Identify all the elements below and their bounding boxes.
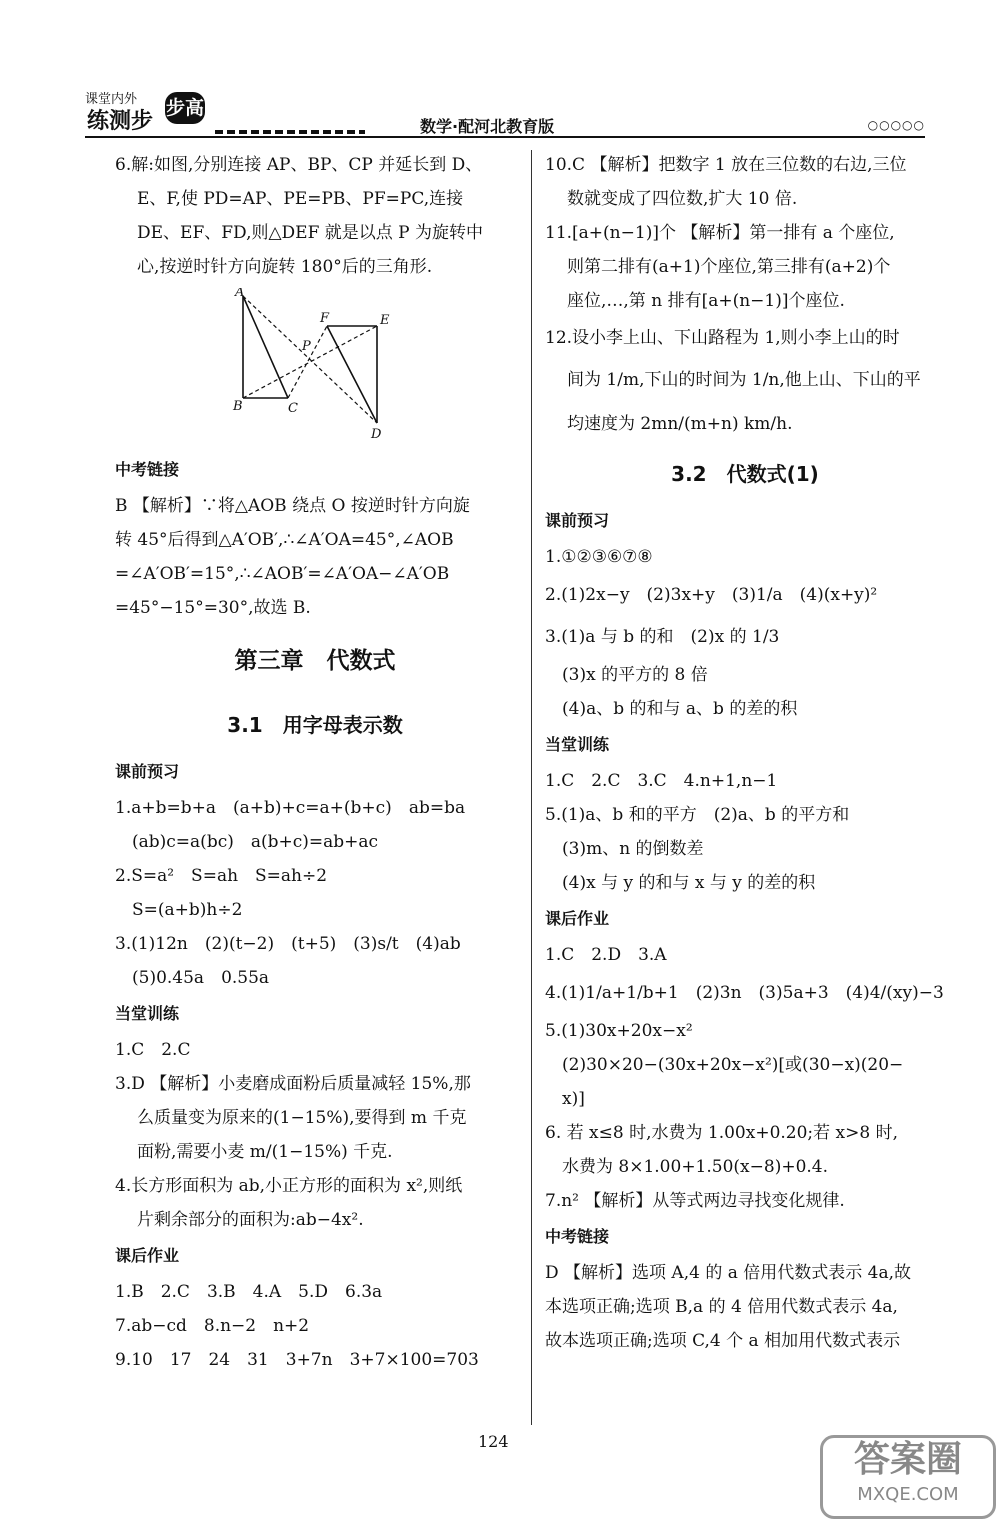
answer-line: 转 45°后得到△A′OB′,∴∠A′OA=45°,∠AOB bbox=[115, 530, 454, 550]
brand-title: 练测步 bbox=[87, 109, 154, 134]
answer-line: 3.D 【解析】小麦磨成面粉后质量减轻 15%,那 bbox=[115, 1074, 471, 1094]
column-divider bbox=[531, 150, 532, 1425]
section-heading: 课前预习 bbox=[545, 511, 610, 530]
chapter-title: 第三章 代数式 bbox=[234, 648, 396, 674]
answer-line: 6. 若 x≤8 时,水费为 1.00x+0.20;若 x>8 时, bbox=[545, 1123, 899, 1143]
answer-line: 1.a+b=b+a (a+b)+c=a+(b+c) ab=ba bbox=[115, 798, 466, 818]
answer-line: (ab)c=a(bc) a(b+c)=ab+ac bbox=[115, 832, 379, 852]
section-heading: 中考链接 bbox=[545, 1227, 610, 1246]
answer-line: DE、EF、FD,则△DEF 就是以点 P 为旋转中 bbox=[137, 223, 484, 243]
answer-line: 2.(1)2x−y (2)3x+y (3)1/a (4)(x+y)² bbox=[545, 585, 878, 605]
section-title: 3.2 代数式(1) bbox=[671, 462, 819, 486]
answer-line: 数就变成了四位数,扩大 10 倍. bbox=[567, 189, 798, 209]
brand-small: 课堂内外 bbox=[85, 92, 138, 107]
answer-line: E、F,使 PD=AP、PE=PB、PF=PC,连接 bbox=[137, 189, 464, 209]
watermark-url: MXQE.COM bbox=[857, 1484, 959, 1505]
answer-line: 水费为 8×1.00+1.50(x−8)+0.4. bbox=[545, 1157, 829, 1177]
answer-line: S=(a+b)h÷2 bbox=[115, 900, 243, 920]
answer-line: (5)0.45a 0.55a bbox=[115, 968, 270, 988]
rotation-figure bbox=[230, 288, 410, 438]
answer-line: =∠A′OB′=15°,∴∠AOB′=∠A′OA−∠A′OB bbox=[115, 564, 450, 584]
answer-line: 5.(1)30x+20x−x² bbox=[545, 1021, 693, 1041]
answer-line: 么质量变为原来的(1−15%),要得到 m 千克 bbox=[137, 1108, 467, 1128]
header-stripe bbox=[215, 130, 365, 134]
answer-line: 11.[a+(n−1)]个 【解析】第一排有 a 个座位, bbox=[545, 223, 895, 243]
book-title: 数学·配河北教育版 bbox=[420, 117, 555, 136]
answer-line: 9.10 17 24 31 3+7n 3+7×100=703 bbox=[115, 1350, 479, 1370]
answer-line: (2)30×20−(30x+20x−x²)[或(30−x)(20− bbox=[545, 1055, 904, 1075]
answer-line: 则第二排有(a+1)个座位,第三排有(a+2)个 bbox=[567, 257, 891, 277]
page-header bbox=[85, 88, 925, 138]
answer-line: (4)a、b 的和与 a、b 的差的积 bbox=[545, 699, 798, 719]
answer-line: 4.(1)1/a+1/b+1 (2)3n (3)5a+3 (4)4/(xy)−3 bbox=[545, 983, 944, 1003]
header-dots: ○○○○○ bbox=[867, 118, 925, 132]
answer-line: 间为 1/m,下山的时间为 1/n,他上山、下山的平 bbox=[567, 370, 921, 390]
answer-line: 片剩余部分的面积为:ab−4x². bbox=[137, 1210, 364, 1230]
answer-line: 本选项正确;选项 B,a 的 4 倍用代数式表示 4a, bbox=[545, 1297, 898, 1317]
brand-badge: 步高 bbox=[165, 92, 205, 124]
answer-line: (3)x 的平方的 8 倍 bbox=[545, 665, 708, 685]
answer-line: 座位,…,第 n 排有[a+(n−1)]个座位. bbox=[567, 291, 845, 311]
section-heading: 课前预习 bbox=[115, 762, 180, 781]
answer-line: 4.长方形面积为 ab,小正方形的面积为 x²,则纸 bbox=[115, 1176, 463, 1196]
section-heading: 课后作业 bbox=[545, 909, 610, 928]
answer-line: 3.(1)12n (2)(t−2) (t+5) (3)s/t (4)ab bbox=[115, 934, 461, 954]
answer-line: 12.设小李上山、下山路程为 1,则小李上山的时 bbox=[545, 328, 900, 348]
watermark-logo bbox=[820, 1435, 996, 1519]
section-heading: 中考链接 bbox=[115, 460, 180, 479]
page-number: 124 bbox=[478, 1432, 509, 1451]
section-heading: 当堂训练 bbox=[545, 735, 610, 754]
section-heading: 课后作业 bbox=[115, 1246, 180, 1265]
label-C: C bbox=[288, 401, 298, 416]
answer-line: 故本选项正确;选项 C,4 个 a 相加用代数式表示 bbox=[545, 1331, 901, 1351]
answer-line: 面粉,需要小麦 m/(1−15%) 千克. bbox=[137, 1142, 393, 1162]
label-A: A bbox=[235, 288, 245, 300]
answer-line: 1.B 2.C 3.B 4.A 5.D 6.3a bbox=[115, 1282, 383, 1302]
answer-line: (4)x 与 y 的和与 x 与 y 的差的积 bbox=[545, 873, 816, 893]
label-P: P bbox=[302, 339, 311, 354]
left-column bbox=[115, 148, 515, 1377]
label-E: E bbox=[380, 313, 390, 328]
answer-line: 7.ab−cd 8.n−2 n+2 bbox=[115, 1316, 310, 1336]
right-column bbox=[545, 148, 945, 1358]
watermark-title: 答案圈 bbox=[853, 1439, 962, 1480]
answer-line: (3)m、n 的倒数差 bbox=[545, 839, 704, 859]
label-B: B bbox=[233, 399, 243, 414]
answer-line: 10.C 【解析】把数字 1 放在三位数的右边,三位 bbox=[545, 155, 907, 175]
answer-line: 1.C 2.D 3.A bbox=[545, 945, 667, 965]
answer-line: 7.n² 【解析】从等式两边寻找变化规律. bbox=[545, 1191, 845, 1211]
section-title: 3.1 用字母表示数 bbox=[227, 713, 403, 737]
label-D: D bbox=[371, 427, 382, 438]
section-heading: 当堂训练 bbox=[115, 1004, 180, 1023]
answer-line: 2.S=a² S=ah S=ah÷2 bbox=[115, 866, 328, 886]
answer-line: 5.(1)a、b 和的平方 (2)a、b 的平方和 bbox=[545, 805, 850, 825]
answer-line: 心,按逆时针方向旋转 180°后的三角形. bbox=[137, 257, 433, 277]
answer-line: 3.(1)a 与 b 的和 (2)x 的 1/3 bbox=[545, 627, 780, 647]
answer-line: D 【解析】选项 A,4 的 a 倍用代数式表示 4a,故 bbox=[545, 1263, 912, 1283]
label-F: F bbox=[320, 311, 330, 326]
answer-line: 1.①②③⑥⑦⑧ bbox=[545, 547, 653, 567]
answer-line: =45°−15°=30°,故选 B. bbox=[115, 598, 311, 618]
answer-line: 均速度为 2mn/(m+n) km/h. bbox=[567, 414, 793, 434]
answer-line: 1.C 2.C 3.C 4.n+1,n−1 bbox=[545, 771, 778, 791]
answer-line: 1.C 2.C bbox=[115, 1040, 191, 1060]
answer-line: B 【解析】∵将△AOB 绕点 O 按逆时针方向旋 bbox=[115, 496, 470, 516]
header-rule bbox=[85, 136, 925, 138]
answer-line: 6.解:如图,分别连接 AP、BP、CP 并延长到 D、 bbox=[115, 155, 483, 175]
answer-line: x)] bbox=[545, 1089, 585, 1109]
